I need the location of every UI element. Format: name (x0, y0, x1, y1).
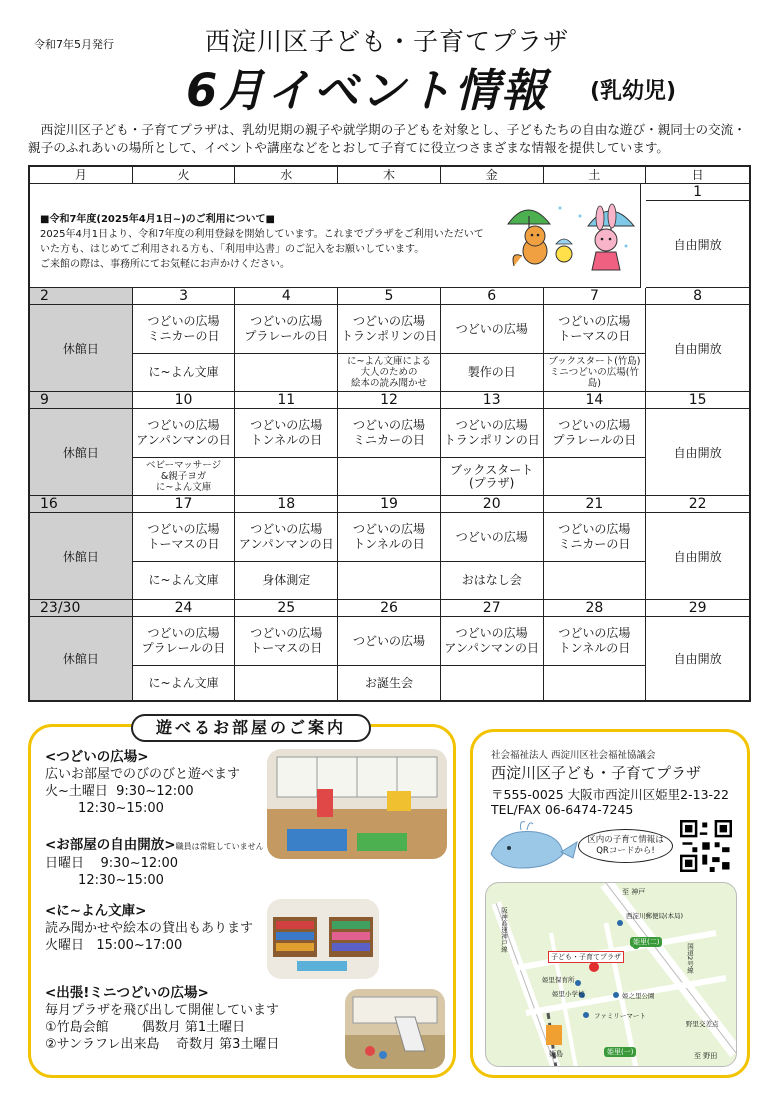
day-number: 27 (441, 600, 543, 617)
event-sub (235, 458, 337, 495)
free-open-label: 自由開放 (673, 652, 722, 666)
day-number: 28 (544, 600, 646, 617)
calendar-day (338, 600, 441, 700)
day-number: 21 (544, 496, 646, 513)
section-line: 日曜日 9:30~12:00 (45, 856, 179, 871)
calendar-day (133, 600, 236, 700)
event-sub (441, 666, 543, 700)
section-line: 毎月プラザを飛び出して開催しています (45, 1003, 280, 1018)
weekday-header: 金 (441, 167, 544, 183)
day-number: 22 (646, 496, 749, 513)
day-number: 26 (338, 600, 440, 617)
facility-name: 西淀川区子ども・子育てプラザ (491, 764, 702, 782)
section-line: ②サンラフレ出来島 奇数月 第3土曜日 (45, 1037, 280, 1052)
section-title: <お部屋の自由開放> (45, 837, 176, 853)
calendar-day (441, 392, 544, 496)
calendar-day-closed (30, 288, 133, 392)
day-number: 8 (646, 288, 749, 305)
access-map (485, 882, 737, 1067)
event-main: つどいの広場 アンパンマンの日 (441, 617, 543, 666)
event-main: つどいの広場 ミニカーの日 (133, 305, 235, 354)
map-label: 姫里(二) (630, 937, 662, 947)
day-number: 17 (133, 496, 235, 513)
day-number: 13 (441, 392, 543, 409)
event-main: つどいの広場 プラレールの日 (133, 617, 235, 666)
event-calendar (28, 165, 751, 702)
closed-label: 休館日 (30, 409, 132, 495)
calendar-day (133, 392, 236, 496)
event-main: つどいの広場 トーマスの日 (133, 513, 235, 562)
qr-code-icon[interactable] (680, 820, 732, 872)
event-sub: ベビーマッサージ &親子ヨガ に~よん文庫 (146, 460, 222, 493)
event-main: つどいの広場 (441, 513, 543, 562)
event-main: つどいの広場 プラレールの日 (544, 409, 646, 458)
section-title: <つどいの広場> (45, 749, 149, 765)
calendar-day-1 (646, 184, 749, 288)
day-number: 29 (646, 600, 749, 617)
map-label: 姫里保育所 (542, 976, 575, 984)
rooms-guide-title: 遊べるお部屋のご案内 (131, 714, 371, 742)
weekday-header: 水 (235, 167, 338, 183)
notice-title: ■令和7年度(2025年4月1日~)のご利用について■ (40, 214, 275, 225)
phone: TEL/FAX 06-6474-7245 (491, 802, 634, 817)
section-bunko (45, 903, 253, 954)
library-photo (267, 899, 379, 979)
day-number: 15 (646, 392, 749, 409)
event-sub: に~よん文庫による 大人のための 絵本の読み聞かせ (347, 356, 431, 389)
calendar-day (544, 392, 647, 496)
closed-label: 休館日 (30, 305, 132, 391)
event-sub (235, 666, 337, 700)
event-main: つどいの広場 ミニカーの日 (544, 513, 646, 562)
whale-illustration (481, 818, 581, 878)
event-sub (544, 458, 646, 495)
calendar-day-sunday (646, 288, 749, 392)
contact-box (470, 729, 750, 1078)
event-main: つどいの広場 プラレールの日 (235, 305, 337, 354)
closed-label: 休館日 (30, 617, 132, 700)
bubble-line: 区内の子育て情報は (587, 835, 664, 845)
map-label: 至 野田 (694, 1052, 718, 1060)
map-label: 国道2号線 (686, 943, 694, 974)
event-sub: ブックスタート(竹島) ミニつどいの広場(竹島) (548, 356, 641, 389)
calendar-day (235, 288, 338, 392)
map-label: 姫里(一) (604, 1047, 636, 1057)
calendar-day (235, 600, 338, 700)
calendar-day (235, 496, 338, 600)
day-number: 23/30 (30, 600, 132, 617)
event-sub: に~よん文庫 (148, 675, 219, 690)
event-main: つどいの広場 アンパンマンの日 (235, 513, 337, 562)
event-sub: 製作の日 (467, 365, 516, 379)
calendar-day-closed (30, 600, 133, 700)
free-open-label: 自由開放 (673, 237, 722, 252)
event-sub (235, 354, 337, 391)
event-main: つどいの広場 トンネルの日 (235, 409, 337, 458)
day-number: 9 (30, 392, 132, 409)
closed-label: 休館日 (30, 513, 132, 599)
calendar-day-sunday (646, 392, 749, 496)
calendar-day (338, 288, 441, 392)
calendar-day-sunday (646, 496, 749, 600)
section-line: 12:30~15:00 (45, 801, 164, 816)
organization-name: 社会福祉法人 西淀川区社会福祉協議会 (491, 750, 656, 761)
calendar-day (441, 496, 544, 600)
event-sub (338, 562, 440, 599)
event-sub: に~よん文庫 (148, 365, 219, 379)
event-sub (338, 458, 440, 495)
intro-text: 西淀川区子ども・子育てプラザは、乳幼児期の親子や就学期の子どもを対象とし、子どもたちの自由な遊び・親同士の交流・親子のふれあいの場所として、イベントや講座などをとおして子育てに役立つさまざまな情報を提供しています。 (28, 122, 746, 155)
weekday-header: 月 (30, 167, 133, 183)
event-sub (544, 562, 646, 599)
event-main: つどいの広場 トンネルの日 (338, 513, 440, 562)
calendar-day (441, 600, 544, 700)
calendar-day (544, 496, 647, 600)
day-number: 6 (441, 288, 543, 305)
free-open-label: 自由開放 (673, 549, 722, 564)
calendar-day-sunday (646, 600, 749, 700)
day-number: 10 (133, 392, 235, 409)
event-main: つどいの広場 アンパンマンの日 (133, 409, 235, 458)
page-subtitle: 西淀川区子ども・子育てプラザ (205, 27, 570, 56)
event-main: つどいの広場 (338, 617, 440, 666)
section-line: ①竹島会館 偶数月 第1土曜日 (45, 1020, 246, 1035)
section-line: 広いお部屋でのびのびと遊べます (45, 767, 241, 782)
playroom-photo (267, 749, 447, 859)
address: 〒555-0025 大阪市西淀川区姫里2-13-22 (491, 787, 729, 802)
day-number: 1 (646, 184, 749, 201)
section-line: 読み聞かせや絵本の貸出もあります (45, 921, 254, 936)
calendar-day (133, 288, 236, 392)
bubble-line: QRコードから! (596, 846, 655, 856)
section-mini-tsudoi (45, 985, 279, 1053)
day-number: 12 (338, 392, 440, 409)
calendar-day (544, 600, 647, 700)
page-title: 6月イベント情報 (186, 64, 549, 117)
map-label: 野里交差点 (686, 1020, 719, 1028)
event-main: つどいの広場 トンネルの日 (544, 617, 646, 666)
calendar-day (235, 392, 338, 496)
page-title-audience: (乳幼児) (590, 79, 677, 104)
mascot-illustration (500, 196, 640, 276)
notice-box (30, 184, 641, 288)
map-label: 姫之里公園 (622, 992, 655, 1000)
calendar-day (338, 392, 441, 496)
calendar-day-closed (30, 496, 133, 600)
day-number: 4 (235, 288, 337, 305)
day-number: 14 (544, 392, 646, 409)
event-main: つどいの広場 トーマスの日 (235, 617, 337, 666)
day-number: 18 (235, 496, 337, 513)
day-number: 19 (338, 496, 440, 513)
section-line: 火~土曜日 9:30~12:00 (45, 784, 194, 799)
notice-line: 2025年4月1日より、令和7年度の利用登録を開始しています。これまでプラザをご利用いただいて (40, 229, 484, 240)
qr-info-bubble (578, 829, 673, 863)
map-label: 至 神戸 (622, 888, 646, 896)
map-label: 西淀川郵便局(本局) (626, 912, 684, 920)
calendar-day-closed (30, 392, 133, 496)
weekday-header: 火 (133, 167, 236, 183)
event-sub: ブックスタート (プラザ) (450, 462, 534, 490)
mini-tsudoi-photo (345, 989, 445, 1069)
weekday-header: 木 (338, 167, 441, 183)
weekday-header: 日 (691, 168, 704, 182)
calendar-day (441, 288, 544, 392)
event-sub (544, 666, 646, 700)
rooms-guide (28, 718, 456, 1078)
day-number: 5 (338, 288, 440, 305)
section-free-open (45, 837, 264, 889)
event-sub: お誕生会 (364, 675, 413, 690)
calendar-day (544, 288, 647, 392)
section-note: 職員は常駐していません (175, 842, 264, 851)
notice-line: いた方も、はじめてご利用される方も、「利用申込書」のご記入をお願いしています。 (40, 244, 425, 255)
event-main: つどいの広場 ミニカーの日 (338, 409, 440, 458)
section-line: 12:30~15:00 (45, 873, 164, 888)
calendar-day (133, 496, 236, 600)
day-number: 3 (133, 288, 235, 305)
event-main: つどいの広場 トランポリンの日 (441, 409, 543, 458)
day-number: 16 (30, 496, 132, 513)
issue-date: 令和7年5月発行 (34, 38, 114, 51)
free-open-label: 自由開放 (673, 445, 722, 460)
day-number: 25 (235, 600, 337, 617)
event-main: つどいの広場 (441, 305, 543, 354)
notice-line: ご来館の際は、事務所にてお気軽にお声かけください。 (40, 259, 290, 270)
day-number: 11 (235, 392, 337, 409)
map-label-station: 姫島 (549, 1050, 563, 1058)
event-main: つどいの広場 トーマスの日 (544, 305, 646, 354)
weekday-header: 土 (544, 167, 647, 183)
map-label: 阪神高速神戸線 (500, 907, 508, 953)
free-open-label: 自由開放 (673, 341, 722, 356)
section-line: 火曜日 15:00~17:00 (45, 938, 183, 953)
day-number: 2 (30, 288, 132, 305)
section-tsudoi (45, 749, 240, 817)
event-main: つどいの広場 トランポリンの日 (338, 305, 440, 354)
event-sub: おはなし会 (461, 573, 522, 587)
calendar-weekday-header (30, 167, 749, 184)
day-number: 20 (441, 496, 543, 513)
event-sub: に~よん文庫 (148, 573, 219, 587)
event-sub: 身体測定 (262, 573, 311, 587)
map-label: 姫里小学校 (552, 990, 585, 998)
calendar-day (338, 496, 441, 600)
section-title: <に~よん文庫> (45, 903, 147, 919)
map-label-plaza: 子ども・子育てプラザ (548, 951, 624, 963)
day-number: 24 (133, 600, 235, 617)
map-label: ファミリーマート (594, 1012, 646, 1020)
day-number: 7 (544, 288, 646, 305)
section-title: <出張!ミニつどいの広場> (45, 985, 209, 1001)
